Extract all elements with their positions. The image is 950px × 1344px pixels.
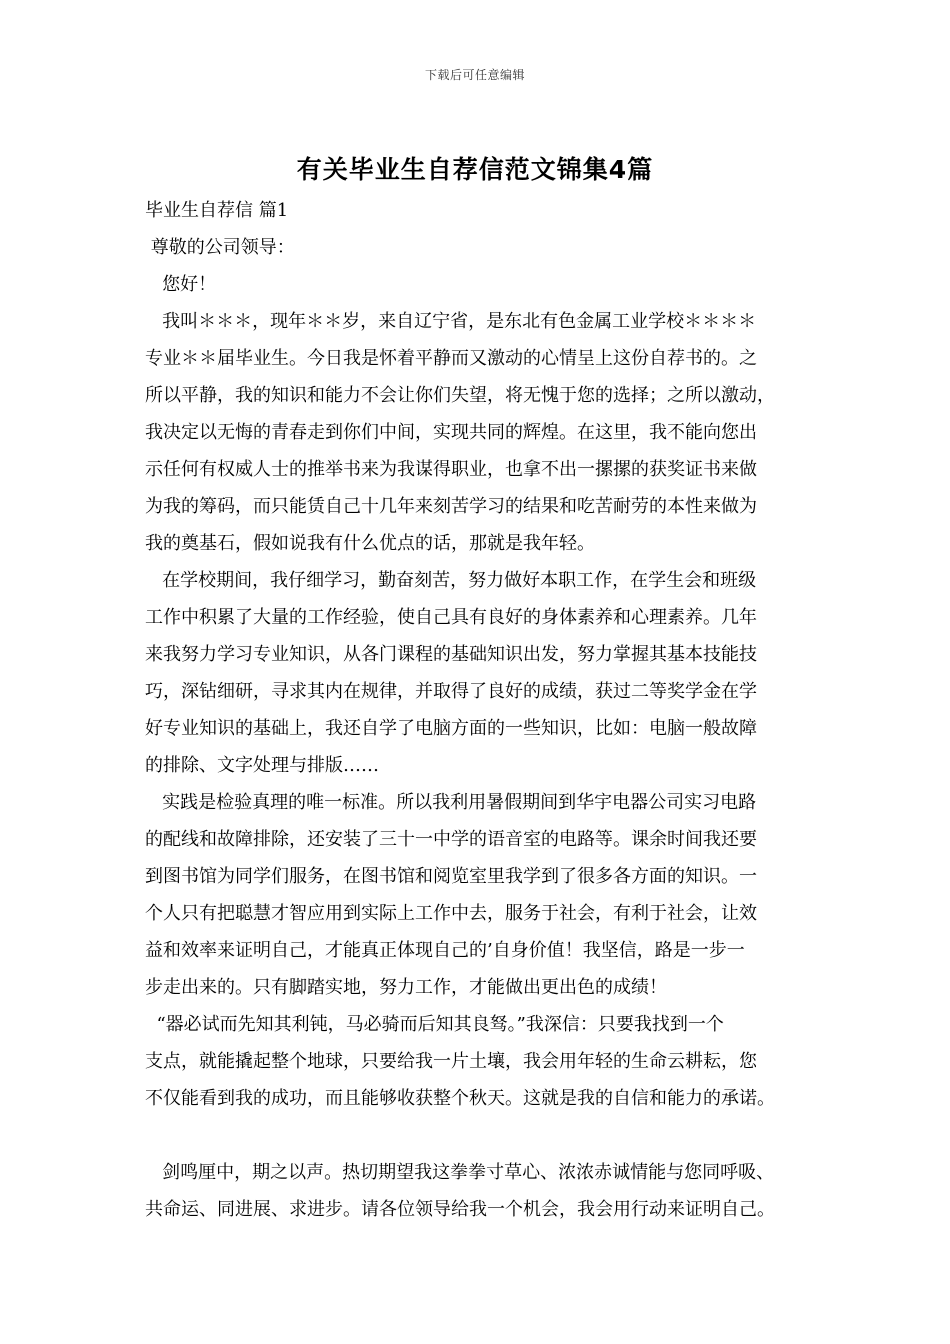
paragraph-3-line-1: 实践是检验真理的唯一标准。所以我利用暑假期间到华宇电器公司实习电路 xyxy=(145,792,757,813)
paragraph-2-line-5: 好专业知识的基础上，我还自学了电脑方面的一些知识，比如：电脑一般故障 xyxy=(145,718,757,739)
paragraph-1-line-7: 我的奠基石，假如说我有什么优点的话，那就是我年轻。 xyxy=(145,533,595,554)
paragraph-1-line-3: 所以平静，我的知识和能力不会让你们失望，将无愧于您的选择；之所以激动， xyxy=(145,385,775,406)
paragraph-2-line-3: 来我努力学习专业知识，从各门课程的基础知识出发，努力掌握其基本技能技 xyxy=(145,644,757,665)
paragraph-2-line-1: 在学校期间，我仔细学习，勤奋刻苦，努力做好本职工作，在学生会和班级 xyxy=(145,570,757,591)
header-note: 下载后可任意编辑 xyxy=(424,68,525,82)
paragraph-4-line-2: 支点，就能撬起整个地球，只要给我一片土壤，我会用年轻的生命云耕耘，您 xyxy=(145,1051,757,1072)
paragraph-1-line-6: 为我的筹码，而只能赁自己十几年来刻苦学习的结果和吃苦耐劳的本性来做为 xyxy=(145,496,757,517)
greeting: 尊敬的公司领导： xyxy=(145,237,295,258)
paragraph-3-line-2: 的配线和故障排除，还安装了三十一中学的语音室的电路等。课余时间我还要 xyxy=(145,829,757,850)
paragraph-5-line-1: 剑鸣厘中，期之以声。热切期望我这拳拳寸草心、浓浓赤诚情能与您同呼吸、 xyxy=(145,1162,775,1183)
paragraph-2-line-2: 工作中积累了大量的工作经验，使自己具有良好的身体素养和心理素养。几年 xyxy=(145,607,757,628)
paragraph-1-line-4: 我决定以无悔的青春走到你们中间，实现共同的辉煌。在这里，我不能向您出 xyxy=(145,422,757,443)
document-body xyxy=(145,196,825,1232)
paragraph-2-line-4: 巧，深钻细研，寻求其内在规律，并取得了良好的成绩，获过二等奖学金在学 xyxy=(145,681,757,702)
paragraph-2-line-6: 的排除、文字处理与排版…… xyxy=(145,755,379,776)
section-heading: 毕业生自荐信 篇1 xyxy=(145,200,289,221)
document-title: 有关毕业生自荐信范文锦集4篇 xyxy=(296,155,654,184)
paragraph-4-line-1: “器必试而先知其利钝，马必骑而后知其良驽。”我深信：只要我找到一个 xyxy=(145,1014,724,1035)
paragraph-3-line-6: 步走出来的。只有脚踏实地，努力工作，才能做出更出色的成绩！ xyxy=(145,977,667,998)
paragraph-3-line-5: 益和效率来证明自己，才能真正体现自己的’自身价值！我坚信，路是一步一 xyxy=(145,940,745,961)
paragraph-4-line-3: 不仅能看到我的成功，而且能够收获整个秋天。这就是我的自信和能力的承诺。 xyxy=(145,1088,775,1109)
paragraph-3-line-3: 到图书馆为同学们服务，在图书馆和阅览室里我学到了很多各方面的知识。一 xyxy=(145,866,757,887)
paragraph-3-line-4: 个人只有把聪慧才智应用到实际上工作中去，服务于社会，有利于社会，让效 xyxy=(145,903,757,924)
paragraph-1-line-5: 示任何有权威人士的推举书来为我谋得职业，也拿不出一摞摞的获奖证书来做 xyxy=(145,459,757,480)
salutation: 您好！ xyxy=(145,274,217,295)
paragraph-1-line-1: 我叫＊＊＊，现年＊＊岁，来自辽宁省，是东北有色金属工业学校＊＊＊＊ xyxy=(145,311,757,332)
paragraph-1-line-2: 专业＊＊届毕业生。今日我是怀着平静而又激动的心情呈上这份自荐书的。之 xyxy=(145,348,757,369)
paragraph-5-line-2: 共命运、同进展、求进步。请各位领导给我一个机会，我会用行动来证明自己。 xyxy=(145,1199,775,1220)
blank-line xyxy=(145,1121,825,1158)
